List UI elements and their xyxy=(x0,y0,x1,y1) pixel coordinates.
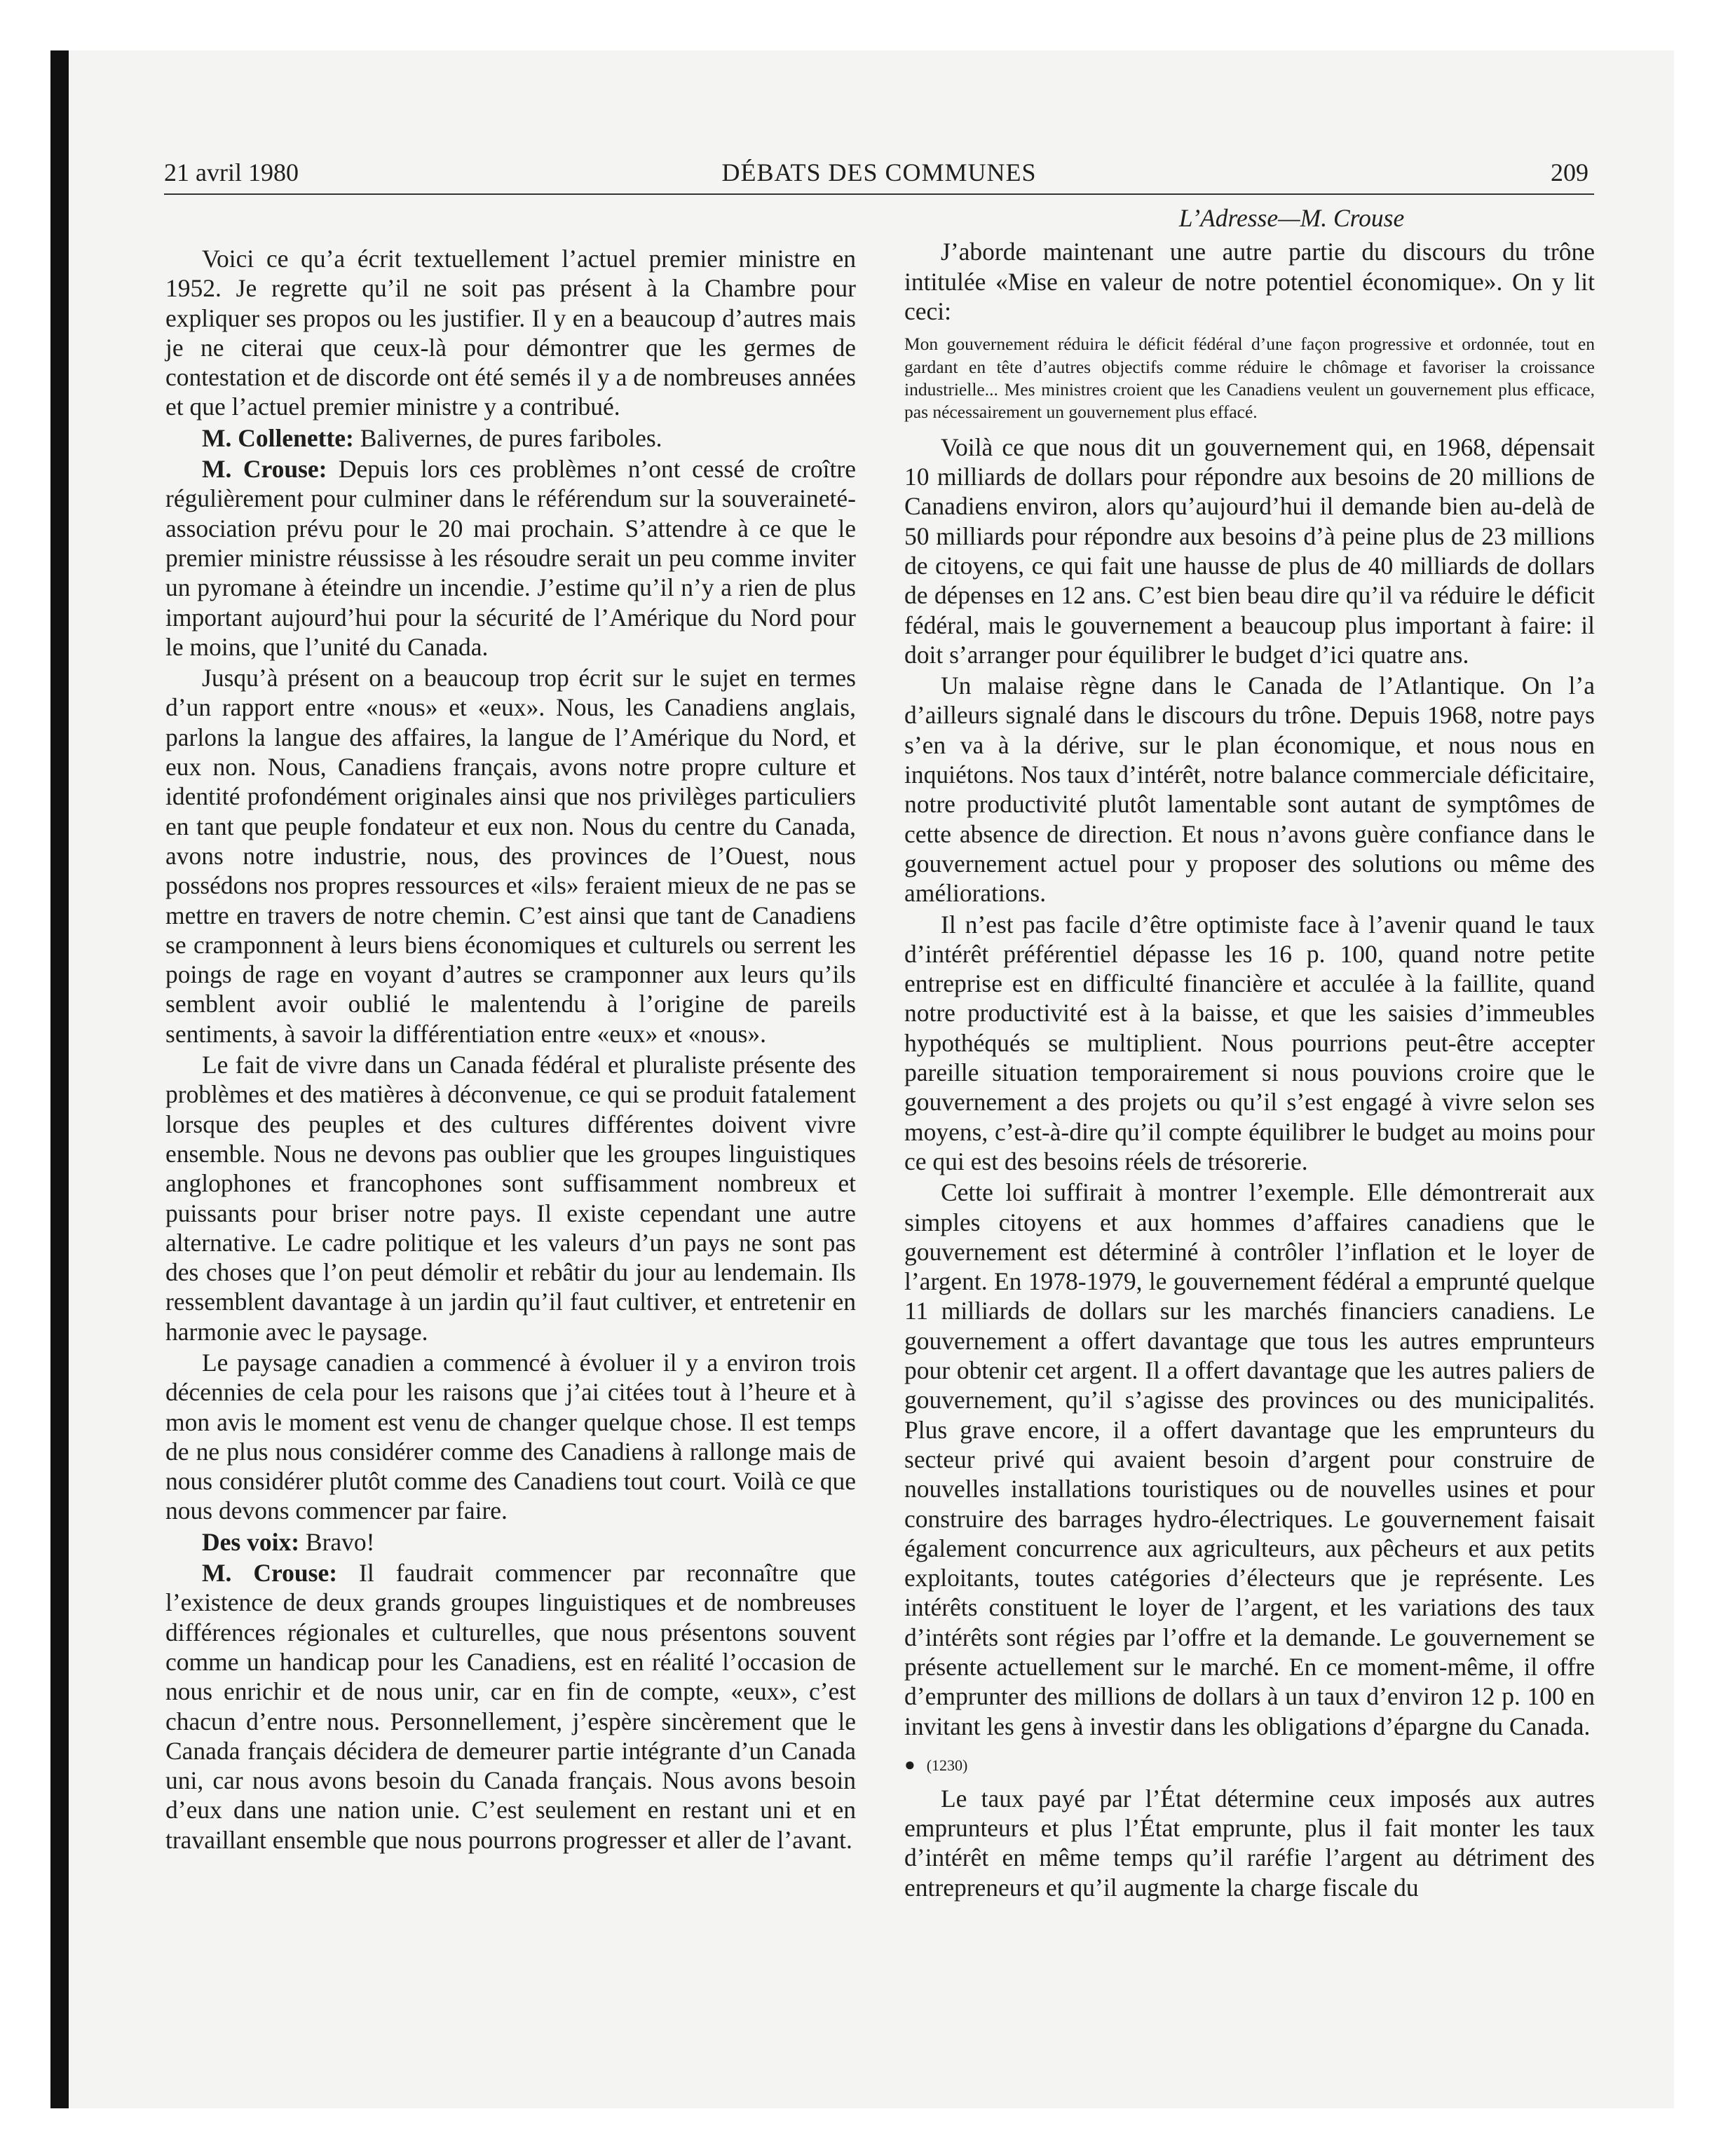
speaker-name: M. Crouse: xyxy=(202,1559,338,1588)
paragraph: Cette loi suffirait à montrer l’exemple. Elle démontrerait aux simples citoyens et aux hommes d’affaires canadiens que le gouvernement est déterminé à contrôler l’inflation et le loyer de l’argent. En 1978-1979, le gouvernement fédéral a emprunté quelque 11 milliards de dollars sur les marchés financiers canadiens. Le gouvernement a offert davantage que tous les autres emprunteurs pour obtenir cet argent. Il a offert davantage que les autres paliers de gouvernement, qu’il s’agisse des provinces ou des municipalités. Plus grave encore, il a offert davantage que les emprunteurs du secteur privé qui avaient besoin d’argent pour construire de nouvelles installations touristiques ou de nouvelles usines et pour construire des barrages hydro-électriques. Le gouvernement faisait également concurrence aux agriculteurs, aux pêcheurs et aux petits exploitants, toutes catégories d’électeurs que je représente. Les intérêts constituent le loyer de l’argent, et les variations des taux d’intérêts sont régies par l’offre et la demande. Le gouvernement se présente actuellement sur le marché. En ce moment-même, il offre d’emprunter des millions de dollars à un taux d’environ 12 p. 100 en invitant les gens à investir dans les obligations d’épargne du Canada. xyxy=(904,1178,1595,1740)
paragraph: Le fait de vivre dans un Canada fédéral et pluraliste présente des problèmes et des matières à déconvenue, ce qui se produit fatalement lorsque des peuples et des cultures différentes doivent vivre ensemble. Nous ne devons pas oublier que les groupes linguistiques anglophones et francophones sont suffisamment nombreux et puissants pour briser notre pays. Il existe cependant une autre alternative. Le cadre politique et les valeurs d’un pays ne sont pas des choses que l’on peut démolir et rebâtir du jour au lendemain. Ils ressemblent davantage à un jardin qu’il faut cultiver, et entretenir en harmonie avec le paysage. xyxy=(165,1051,856,1346)
paragraph: J’aborde maintenant une autre partie du discours du trône intitulée «Mise en valeur de notre potentiel économique». On y lit ceci: xyxy=(904,238,1595,325)
time-marker-text: (1230) xyxy=(926,1756,968,1774)
paragraph xyxy=(165,1558,856,1855)
block-quote: Mon gouvernement réduira le déficit fédéral d’une façon progressive et ordonnée, tout en gardant en tête d’autres objectifs comme réduire le chômage et favoriser la croissance industrielle... Mes ministres croient que les Canadiens veulent un gouvernement plus efficace, pas nécessairement un gouvernement plus effacé. xyxy=(904,334,1595,423)
page-number: 209 xyxy=(1551,158,1588,186)
paragraph xyxy=(165,454,856,662)
paragraph: Voilà ce que nous dit un gouvernement qui, en 1968, dépensait 10 milliards de dollars pour répondre aux besoins de 20 millions de Canadiens environ, alors qu’aujourd’hui il demande bien au-delà de 50 milliards pour répondre aux besoins d’à peine plus de 23 millions de citoyens, ce qui fait une hausse de plus de 40 milliards de dollars de dépenses en 12 ans. C’est bien beau dire qu’il va réduire le déficit fédéral, mais le gouvernement a beaucoup plus important à faire: il doit s’arranger pour équilibrer le budget d’ici quatre ans. xyxy=(904,432,1595,669)
bullet-icon: ● xyxy=(904,1754,916,1775)
paragraph: Le taux payé par l’État détermine ceux imposés aux autres emprunteurs et plus l’État emprunte, plus il fait monter les taux d’intérêt en même temps qu’il raréfie l’argent au détriment des entrepreneurs et qu’il augmente la charge fiscale du xyxy=(904,1784,1595,1902)
running-head: L’Adresse—M. Crouse xyxy=(1178,204,1405,232)
paragraph: Un malaise règne dans le Canada de l’Atlantique. On l’a d’ailleurs signalé dans le discours du trône. Depuis 1968, notre pays s’en va à la dérive, sur le plan économique, et nous nous en inquiétons. Nos taux d’intérêt, notre balance commerciale déficitaire, notre productivité plutôt lamentable sont autant de symptômes de cette absence de direction. Et nous n’avons guère confiance dans le gouvernement actuel pour y proposer des solutions ou même des améliorations. xyxy=(904,671,1595,908)
paragraph xyxy=(165,423,856,453)
left-column xyxy=(165,203,856,1856)
speaker-name: Des voix: xyxy=(202,1527,300,1556)
header-date: 21 avril 1980 xyxy=(164,158,299,186)
paragraph: Voici ce qu’a écrit textuellement l’actuel premier ministre en 1952. Je regrette qu’il ne soit pas présent à la Chambre pour expliquer ses propos ou les justifier. Il y en a beaucoup d’autres mais je ne citerai que ceux-là pour démontrer que les germes de contestation et de discorde ont été semés il y a de nombreuses années et que l’actuel premier ministre y a contribué. xyxy=(165,245,856,421)
speech-text: Depuis lors ces problèmes n’ont cessé de croître régulièrement pour culminer dans le référendum sur la souveraineté-association prévu pour le 20 mai prochain. S’attendre à ce que le premier ministre réussisse à les résoudre serait un peu comme inviter un pyromane à éteindre un incendie. J’estime qu’il n’y a rien de plus important aujourd’hui pour la sécurité de l’Amérique du Nord pour le moins, que l’unité du Canada. xyxy=(165,455,856,661)
speech-text: Balivernes, de pures fariboles. xyxy=(353,423,662,452)
header-title: DÉBATS DES COMMUNES xyxy=(721,158,1037,186)
paragraph: Il n’est pas facile d’être optimiste face à l’avenir quand le taux d’intérêt préférentiel dépasse les 16 p. 100, quand notre petite entreprise est en difficulté financière et acculée à la faillite, quand notre productivité est à la baisse, et que les saisies d’immeubles hypothéqués se multiplient. Nous pourrions peut-être accepter pareille situation temporairement si nous pouvions croire que le gouvernement a des projets ou qu’il s’est engagé à vivre selon ses moyens, c’est-à-dire qu’il compte équilibrer le budget au moins pour ce qui est des besoins réels de trésorerie. xyxy=(904,910,1595,1175)
speaker-name: M. Crouse: xyxy=(202,455,327,484)
paragraph xyxy=(165,1527,856,1557)
speech-text: Il faudrait commencer par reconnaître que l’existence de deux grands groupes linguistiques et de nombreuses différences régionales et culturelles, que nous présentons souvent comme un handicap pour les Canadiens, est en réalité l’occasion de nous enrichir et de nous unir, car en fin de compte, «eux», c’est chacun d’entre nous. Personnellement, j’espère sincèrement que le Canada français décidera de demeurer partie intégrante d’un Canada uni, car nous avons besoin du Canada français. Nous avons besoin d’eux dans une nation unie. C’est seulement en restant uni et en travaillant ensemble que nous pourrons progresser et aller de l’avant. xyxy=(165,1559,857,1854)
right-column xyxy=(904,203,1595,1904)
speaker-name: M. Collenette: xyxy=(202,423,354,452)
page-header xyxy=(164,154,1594,195)
paragraph: Jusqu’à présent on a beaucoup trop écrit sur le sujet en termes d’un rapport entre «nous» et «eux». Nous, les Canadiens anglais, parlons la langue des affaires, la langue de l’Amérique du Nord, et eux non. Nous, Canadiens français, avons notre propre culture et identité profondément originales ainsi que nos privilèges particuliers en tant que peuple fondateur et eux non. Nous du centre du Canada, avons notre industrie, nous, des provinces de l’Ouest, nous possédons nos propres ressources et «ils» feraient mieux de ne pas se mettre en travers de notre chemin. C’est ainsi que tant de Canadiens se cramponnent à leurs biens économiques et culturels ou serrent les poings de rage en voyant d’autres se cramponner aux leurs qu’ils semblent avoir oublié le malentendu à l’origine de pareils sentiments, à savoir la différentiation entre «eux» et «nous». xyxy=(165,664,856,1048)
speech-text: Bravo! xyxy=(299,1527,375,1556)
paragraph: Le paysage canadien a commencé à évoluer il y a environ trois décennies de cela pour les raisons que j’ai citées tout à l’heure et à mon avis le moment est venu de changer quelque chose. Il est temps de ne plus nous considérer comme des Canadiens à rallonge mais de nous considérer plutôt comme des Canadiens tout court. Voilà ce que nous devons commencer par faire. xyxy=(165,1348,856,1525)
time-marker xyxy=(904,1751,1595,1780)
scan-edge xyxy=(50,50,69,2108)
